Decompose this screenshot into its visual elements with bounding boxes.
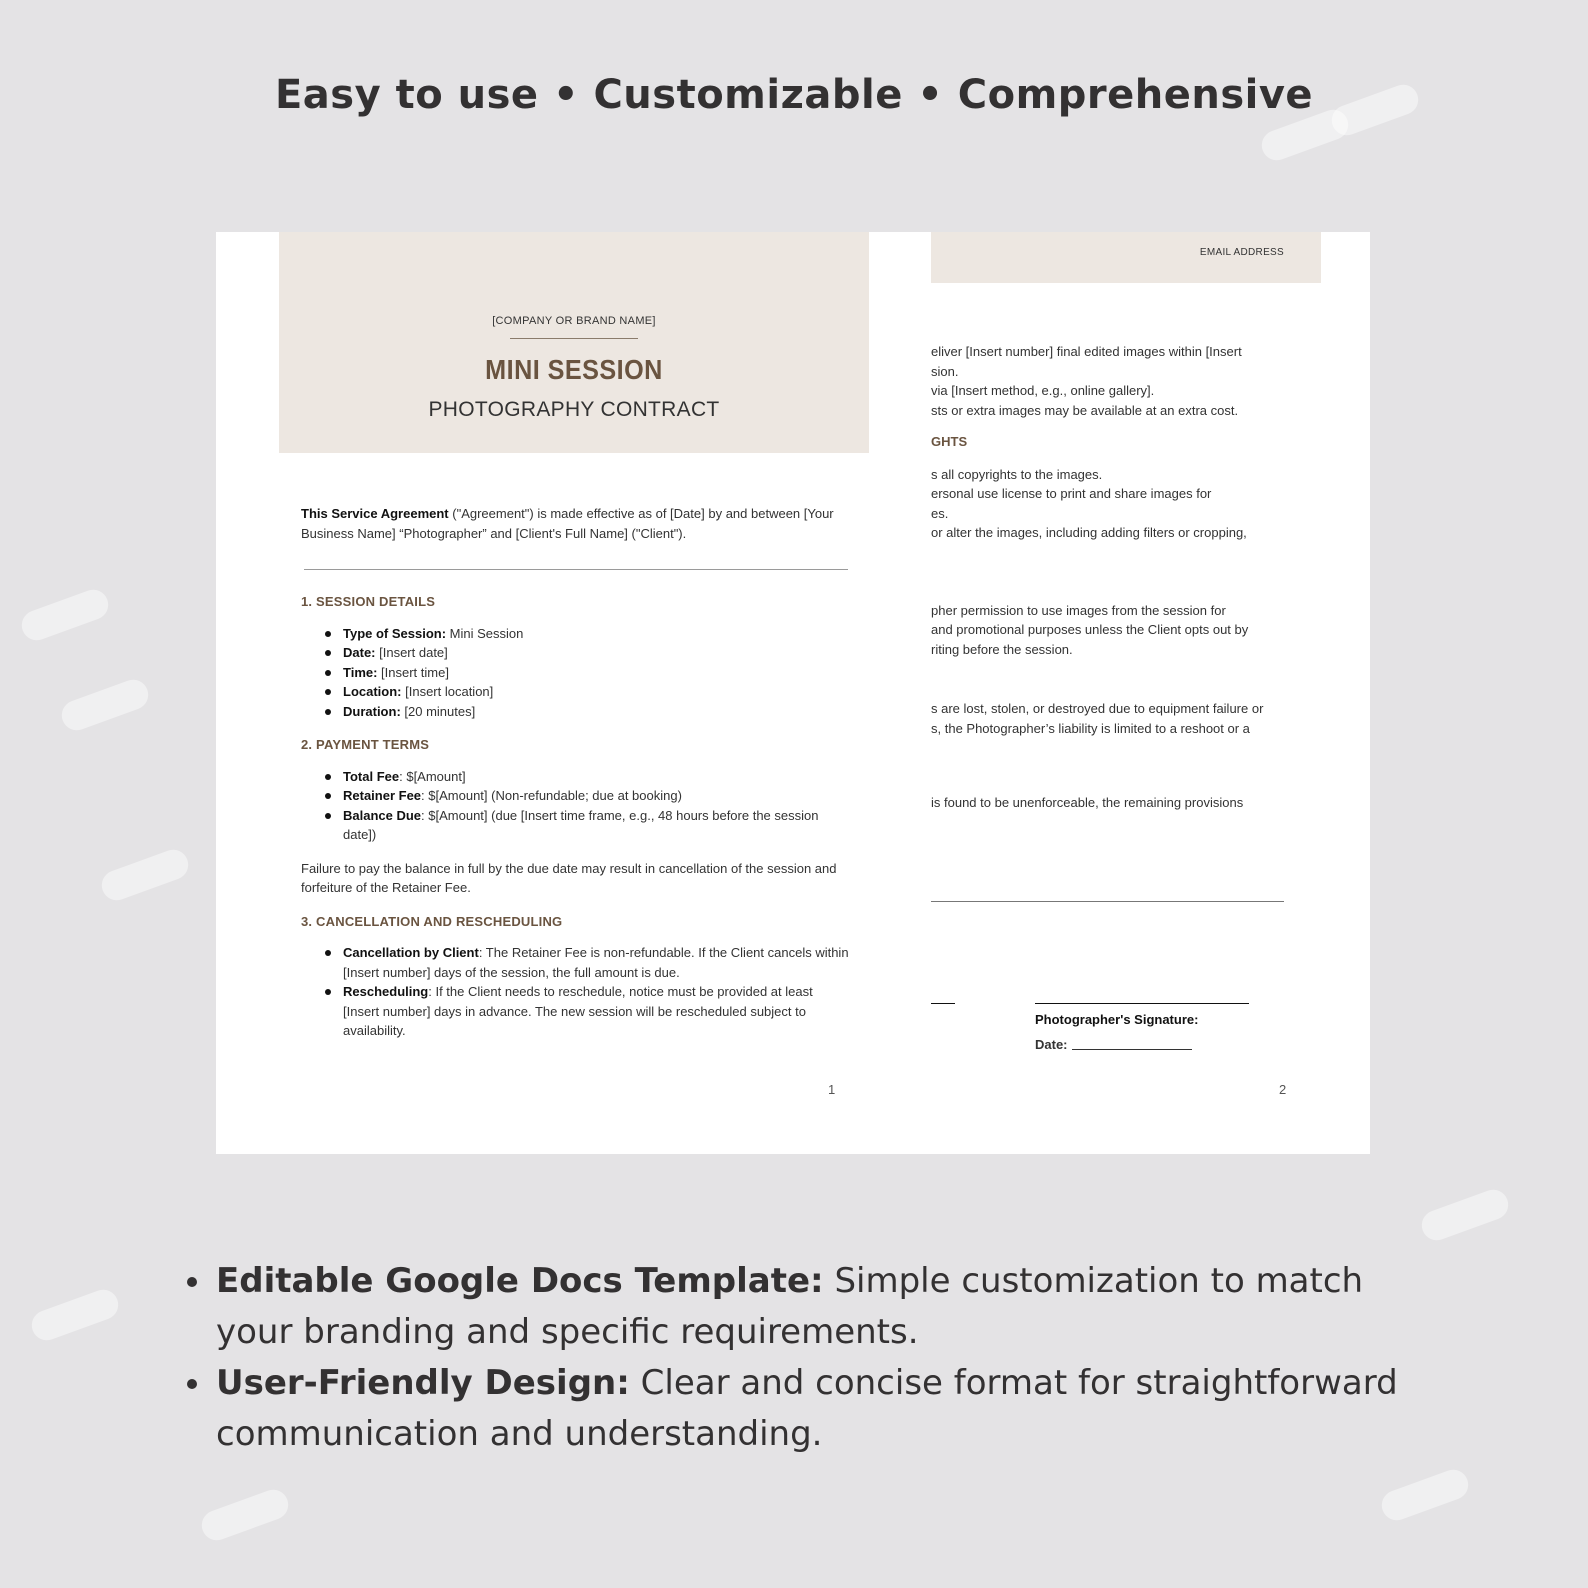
item-label: Type of Session:: [343, 625, 447, 641]
page1-header: [279, 232, 869, 453]
intro-divider: [304, 569, 848, 570]
shadow-stripe: [1418, 1186, 1513, 1245]
list-item: [343, 982, 849, 1041]
item-text: [20 minutes]: [400, 703, 476, 719]
payment-terms-list: [301, 767, 849, 845]
item-text: Mini Session: [446, 625, 524, 641]
item-text: : $[Amount]: [399, 768, 466, 784]
email-address: EMAIL ADDRESS: [1199, 247, 1284, 258]
feature-list: [216, 1256, 1446, 1460]
list-item: [343, 682, 849, 702]
item-label: Location:: [343, 684, 402, 699]
cancellation-list: [301, 943, 849, 1041]
list-item: [343, 702, 849, 722]
list-item: [343, 663, 849, 683]
page2-body: [931, 342, 1331, 813]
text-line: ersonal use license to print and share images for: [931, 486, 1212, 501]
text-line: pher permission to use images from the session for: [931, 602, 1226, 618]
item-text: [Insert location]: [401, 684, 494, 699]
intro-bold: This Service Agreement: [301, 506, 449, 521]
shadow-stripe: [1378, 1466, 1473, 1525]
date-line: [1072, 1049, 1192, 1050]
text-line: sion.: [931, 363, 959, 379]
section-title: 3. CANCELLATION AND RESCHEDULING: [301, 913, 563, 929]
intro-paragraph: [301, 504, 849, 543]
shadow-stripe: [198, 1486, 293, 1545]
feature-item: [216, 1358, 1446, 1460]
item-label: Duration:: [343, 703, 401, 719]
payment-note: Failure to pay the balance in full by the due date may result in cancellation of the session and forfeiture of the Retainer Fee.: [301, 860, 837, 895]
feature-text: Simple customization to match your branding and specific requirements.: [216, 1261, 1364, 1352]
headline: Easy to use • Customizable • Comprehensive: [274, 72, 1314, 118]
text-line: is found to be unenforceable, the remaining provisions: [931, 795, 1244, 810]
company-name: [COMPANY OR BRAND NAME]: [492, 315, 656, 327]
feature-text: Clear and concise format for straightforward communication and understanding.: [216, 1363, 1398, 1454]
item-label: Retainer Fee: [343, 788, 422, 803]
item-label: Total Fee: [343, 768, 400, 784]
text-line: s all copyrights to the images.: [931, 466, 1103, 482]
item-label: Balance Due: [343, 807, 422, 823]
list-item: [343, 767, 849, 787]
text-line: riting before the session.: [931, 641, 1073, 657]
list-item: [343, 643, 849, 663]
text-line: or alter the images, including adding filters or cropping,: [931, 525, 1247, 540]
text-line: sts or extra images may be available at an extra cost.: [931, 402, 1239, 418]
page2-header: [931, 232, 1321, 283]
feature-title: User-Friendly Design:: [216, 1363, 630, 1403]
page-number: 1: [828, 1082, 836, 1097]
document-preview: [216, 232, 1370, 1154]
shadow-stripe: [58, 676, 153, 735]
item-text: [Insert time]: [377, 664, 449, 680]
company-divider: [510, 338, 638, 339]
item-label: Time:: [343, 664, 378, 680]
date-field: [1035, 1037, 1192, 1052]
session-details-list: [301, 624, 849, 722]
list-item: [343, 624, 849, 644]
item-label: Date:: [343, 645, 376, 660]
section-title: 1. SESSION DETAILS: [301, 594, 436, 609]
page1-body: [301, 504, 849, 1055]
item-text: : If the Client needs to reschedule, notice must be provided at least [Insert number] days in advance. The new session will be rescheduled subject to availability.: [343, 984, 813, 1038]
intro-text: ("Agreement") is made effective as of [Date] by and between [Your Business Name] “Photographer” and [Client's Full Name] ("Client").: [301, 506, 834, 541]
signature-line: [931, 1003, 955, 1004]
list-item: [343, 806, 849, 845]
signature-label: Photographer's Signature:: [1035, 1012, 1199, 1027]
item-label: Rescheduling: [343, 984, 429, 999]
item-text: : The Retainer Fee is non-refundable. If the Client cancels within [Insert number] days of the session, the full amount is due.: [343, 945, 849, 980]
text-line: and promotional purposes unless the Client opts out by: [931, 622, 1249, 637]
shadow-stripe: [28, 1286, 123, 1345]
shadow-stripe: [98, 846, 193, 905]
page2-divider: [931, 901, 1284, 902]
text-line: eliver [Insert number] final edited images within [Insert: [931, 344, 1242, 359]
list-item: [343, 786, 849, 806]
document-title: MINI SESSION: [485, 354, 663, 385]
section-title: GHTS: [931, 434, 968, 449]
shadow-stripe: [18, 586, 113, 645]
text-line: s, the Photographer’s liability is limited to a reshoot or a: [931, 720, 1250, 736]
feature-title: Editable Google Docs Template:: [216, 1261, 824, 1301]
signature-line: [1035, 1003, 1249, 1004]
list-item: [343, 943, 849, 982]
section-title: 2. PAYMENT TERMS: [301, 737, 430, 752]
text-line: via [Insert method, e.g., online gallery].: [931, 383, 1155, 398]
item-label: Cancellation by Client: [343, 945, 479, 960]
item-text: [Insert date]: [375, 645, 448, 660]
date-label: Date:: [1035, 1037, 1068, 1052]
page-number: 2: [1279, 1082, 1287, 1097]
text-line: es.: [931, 505, 949, 521]
feature-item: [216, 1256, 1446, 1358]
document-subtitle: PHOTOGRAPHY CONTRACT: [428, 398, 720, 421]
text-line: s are lost, stolen, or destroyed due to equipment failure or: [931, 701, 1264, 716]
item-text: : $[Amount] (Non-refundable; due at booking): [421, 788, 682, 803]
item-text: : $[Amount] (due [Insert time frame, e.g., 48 hours before the session date]): [343, 807, 819, 842]
